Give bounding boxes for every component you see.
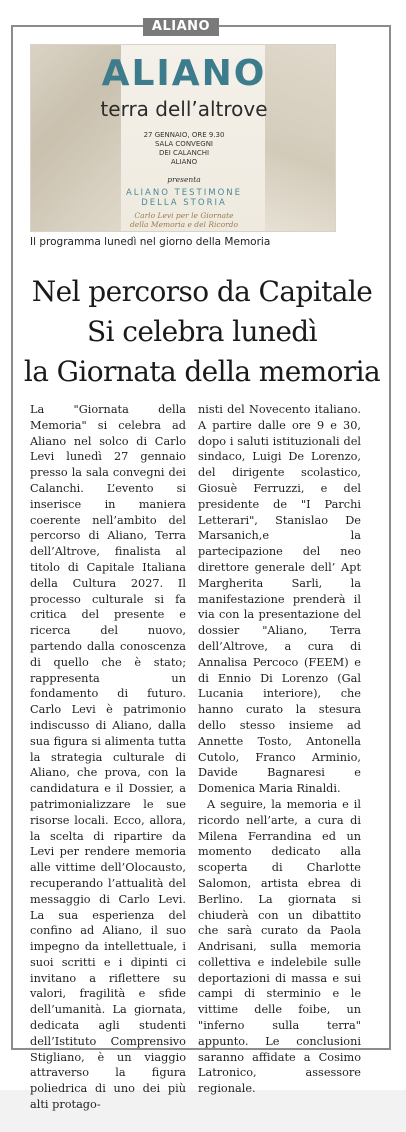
poster-title: ALIANO <box>101 53 267 94</box>
poster-event-info: 27 GENNAIO, ORE 9.30 SALA CONVEGNI DEI CALANCHI ALIANO <box>143 131 225 166</box>
event-poster-image <box>30 44 336 232</box>
headline-line: Nel percorso da Capitale <box>31 275 373 308</box>
body-column-left <box>30 402 186 1113</box>
poster-event-description: Carlo Levi per le Giornate della Memoria e del Ricordo <box>130 211 238 229</box>
body-paragraph: nisti del Novecento italiano. A partire dalle ore 9 e 30, dopo i saluti istituzionali del sindaco, Luigi De Lorenzo, del dirigente scolastico, Giosuè Ferruzzi, e del presidente de "I Parchi Letterari", Stanislao De Marsanich,e la partecipazione del neo direttore generale dell’ Apt Margherita Sarli, la manifestazione prenderà il via con la presentazione del dossier "Aliano, Terra dell’Altrove, a cura di Annalisa Percoco (FEEM) e di Ennio Di Lorenzo (Gal Lucania interiore), che hanno curato la stesura dello stesso insieme ad Annette Tosto, Antonella Cutolo, Franco Arminio, Davide Bagnaresi e Domenica Maria Rinaldi. <box>198 403 361 796</box>
poster-event-title: ALIANO TESTIMONE DELLA STORIA <box>125 188 243 208</box>
poster-subtitle: terra dell’altrove <box>100 97 268 121</box>
body-column-right <box>198 402 361 1097</box>
headline <box>18 272 386 392</box>
headline-line: la Giornata della memoria <box>23 355 381 388</box>
photo-caption: Il programma lunedì nel giorno della Memoria <box>30 236 271 248</box>
section-tag: ALIANO <box>143 18 219 36</box>
body-paragraph: La "Giornata della Memoria" si celebra ad Aliano nel solco di Carlo Levi lunedì 27 gennaio presso la sala convegni dei Calanchi. L’evento si inserisce in maniera coerente nell’ambito del percorso di Aliano, Terra dell’Altrove, finalista al titolo di Capitale Italiana della Cultura 2027. Il processo culturale si fa critica del presente e ricerca del nuovo, partendo dalla conoscenza di quello che è stato; rappresenta un fondamento di futuro. Carlo Levi è patrimonio indiscusso di Aliano, dalla sua figura si alimenta tutta la strategia culturale di Aliano, che prova, con la candidatura e il Dossier, a patrimonializzare le sue risorse locali. Ecco, allora, la scelta di ripartire da Levi per rendere memoria alle vittime dell’Olocausto, recuperando l’attualità del messaggio di Carlo Levi. La sua esperienza del confino ad Aliano, il suo impegno da intellettuale, i suoi scritti e i dipinti ci invitano a riflettere su valori, fragilità e sfide dell’umanità. La giornata, dedicata agli studenti dell’Istituto Comprensivo Stigliano, è un viaggio attraverso la figura poliedrica di uno dei più alti protago- <box>30 403 186 1112</box>
body-paragraph: A seguire, la memoria e il ricordo nell’arte, a cura di Milena Ferrandina ed un momento dedicato alla scoperta di Charlotte Salomon, artista ebrea di Berlino. La giornata si chiuderà con un dibattito che sarà curato da Paola Andrisani, sulla memoria collettiva e indelebile sulle deportazioni di massa e sui campi di sterminio e le vittime delle foibe, un "inferno sulla terra" appunto. Le conclusioni saranno affidate a Cosimo Latronico, assessore regionale. <box>198 797 361 1096</box>
headline-line: Si celebra lunedì <box>87 315 317 348</box>
poster-presenta: presenta <box>167 175 201 184</box>
